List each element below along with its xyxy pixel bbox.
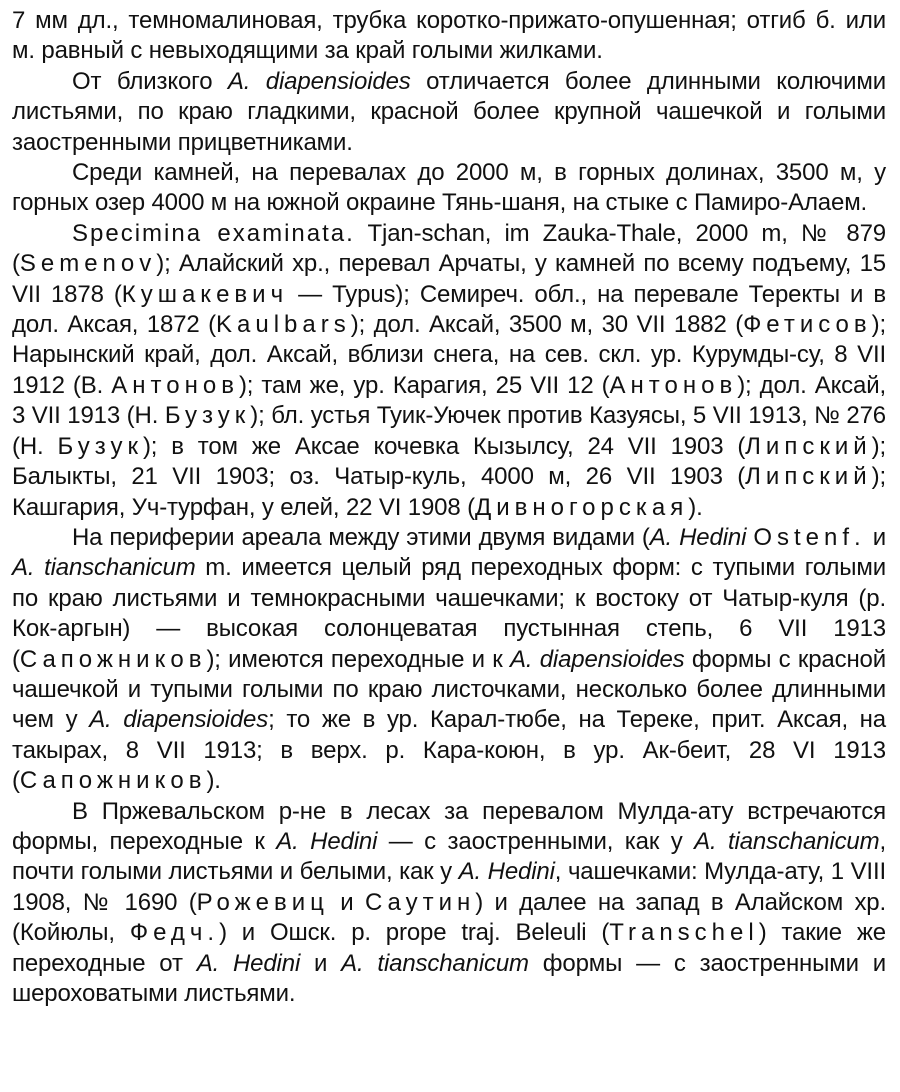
collector-name: Дивногорская: [474, 493, 689, 521]
text-run: — с заостренными, как у: [377, 827, 695, 855]
text-run: ) такие же переходные от: [12, 919, 886, 977]
text-run: ).: [688, 493, 703, 521]
collector-name: Липский: [745, 432, 872, 460]
text-run: ); Нарынский край, дол. Аксай, вблизи снега, на сев. скл. ур. Курумды-су, 8 VII 1912 (В.: [12, 311, 886, 399]
latin-name: A. tianschanicum: [694, 827, 880, 855]
text-run: ).: [206, 767, 221, 795]
text-run: ); дол. Аксай, 3500 м, 30 VII 1882 (: [350, 311, 744, 339]
collector-name: Бузук: [164, 402, 251, 430]
collector-name: Липский: [745, 463, 872, 491]
paragraph: [12, 797, 886, 1010]
text-run: формы с красной чашечкой и тупыми голыми по краю листочками, несколько более длинными чем у: [12, 645, 887, 734]
text-run: ); Балыкты, 21 VII 1903; оз. Чатыр-куль, 4000 м, 26 VII 1903 (: [12, 432, 887, 491]
text-run: ) и далее на запад в Алайском хр. (Койюлы,: [12, 888, 887, 947]
collector-name: Сапожников: [19, 645, 207, 673]
text-run: — Typus); Семиреч. обл., на перевале Теректы и в дол. Аксая, 1872 (: [12, 280, 886, 339]
text-run: ); Кашгария, Уч-турфан, у елей, 22 VI 1908 (: [12, 463, 886, 521]
collector-name: Сапожников: [19, 767, 207, 795]
collector-name: Рожевиц: [196, 888, 329, 916]
text-run: ); там же, ур. Карагия, 25 VII 12 (: [238, 371, 610, 399]
latin-name: A. Hedini: [649, 523, 747, 551]
text-run: , почти голыми листьями и белыми, как у: [12, 827, 886, 886]
paragraph: [12, 158, 886, 219]
text-run: На периферии ареала между этими двумя видами (: [72, 523, 650, 551]
collector-name: Кушакевич: [121, 280, 289, 308]
collector-name: Фетисов: [743, 311, 872, 339]
text-run: Среди камней, на перевалах до 2000 м, в горных долинах, 3500 м, у горных озер 4000 м на южной окраине Тянь-шаня, на стыке с Памиро-Алаем.: [12, 159, 886, 217]
text-run: ); дол. Аксай, 3 VII 1913 (Н.: [12, 371, 887, 430]
latin-name: A. Hedini: [458, 858, 555, 886]
text-run: m. имеется целый ряд переходных форм: с тупыми голыми по краю листьями и темнокрасными чашечками; к востоку от Чатыр-куля (р. Кок-аргын) — высокая солонцеватая пустынная степь, 6 VII 1913 (: [12, 554, 886, 673]
text-run: , чашечками: Мулда-ату, 1 VIII 1908, № 1690 (: [12, 858, 886, 916]
text-run: 7 мм дл., темномалиновая, трубка коротко-прижато-опушенная; отгиб б. или м. равный с невыходящими за край голыми жилками.: [12, 7, 886, 65]
paragraph: [12, 219, 886, 523]
collector-name: Transchel: [609, 919, 759, 947]
text-run: ; то же в ур. Карал-тюбе, на Тереке, прит. Аксая, на такырах, 8 VII 1913; в верх. р. Кара-коюн, в ур. Ак-беит, 28 VI 1913 (: [12, 706, 886, 795]
text-run: В Пржевальском р-не в лесах за перевалом Мулда-ату встречаются формы, переходные к: [12, 797, 886, 855]
collector-name: Саутин: [364, 888, 476, 916]
text-run: и: [865, 523, 886, 551]
collector-name: Антонов: [609, 371, 738, 399]
paragraph: [12, 67, 886, 158]
text-run: Tjan-schan, im Zauka-Thale, 2000 m, № 879 (: [12, 219, 886, 278]
latin-name: A. diapensioides: [509, 645, 685, 673]
latin-name: A. Hedini: [196, 949, 301, 977]
collector-name: Федч.: [129, 919, 220, 947]
latin-name: A. tianschanicum: [12, 554, 196, 582]
text-run: ); в том же Аксае кочевка Кызылсу, 24 VII 1903 (: [142, 432, 746, 460]
collector-name: Бузук: [57, 432, 143, 460]
latin-name: A. Hedini: [276, 827, 378, 855]
text-run: ) и Ошск. р. prope traj. Beleuli (: [219, 919, 610, 947]
text-run: От близкого: [72, 67, 228, 95]
text-run: ); бл. устья Туик-Уючек против Казуясы, 5 VII 1913, № 276 (Н.: [12, 402, 886, 460]
text-run: ); имеются переходные и к: [206, 645, 510, 673]
text-run: и: [300, 949, 342, 977]
paragraph: [12, 523, 886, 797]
text-run: и: [328, 888, 365, 916]
section-heading: Specimina examinata.: [72, 219, 355, 247]
paragraph: [12, 6, 886, 67]
collector-name: Ostenf.: [753, 523, 866, 551]
text-run: формы — с заостренными и шероховатыми листьями.: [12, 949, 886, 1007]
collector-name: Kaulbars: [216, 311, 351, 339]
text-run: ); Алайский хр., перевал Арчаты, у камней по всему подъему, 15 VII 1878 (: [12, 250, 886, 308]
latin-name: A. diapensioides: [227, 67, 411, 95]
collector-name: Антонов: [111, 371, 239, 399]
text-run: отличается более длинными колючими листьями, по краю гладкими, красной более крупной чашечкой и голыми заостренными прицветниками.: [12, 67, 886, 156]
latin-name: A. tianschanicum: [341, 949, 529, 977]
latin-name: A. diapensioides: [89, 706, 269, 734]
collector-name: Semenov: [19, 250, 157, 278]
